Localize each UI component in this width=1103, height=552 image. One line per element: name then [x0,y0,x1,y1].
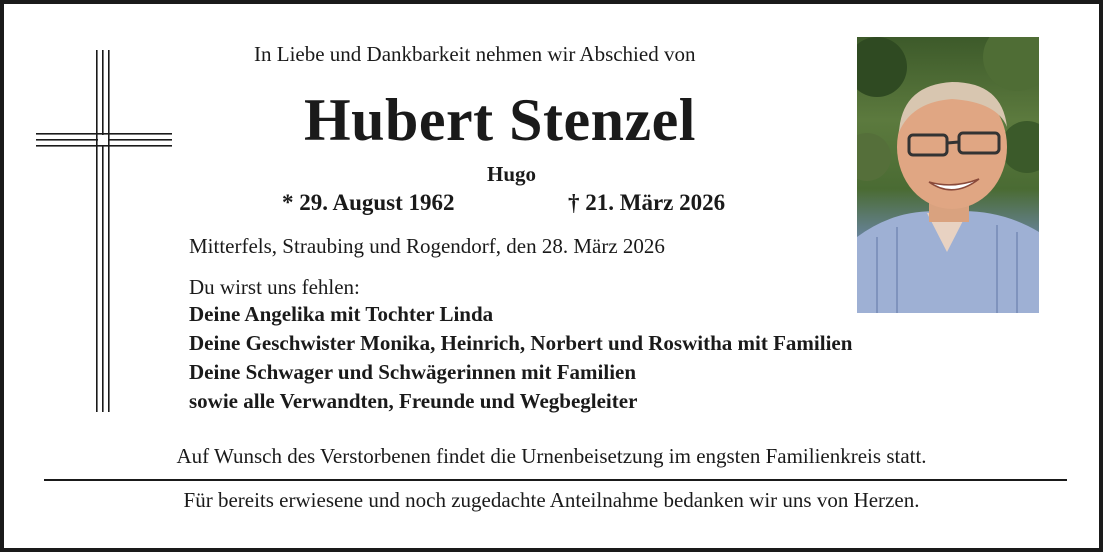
intro-text: In Liebe und Dankbarkeit nehmen wir Abschied von [254,42,696,66]
burial-notice: Auf Wunsch des Verstorbenen findet die Urnenbeisetzung im engsten Familienkreis statt. [176,444,927,468]
cross-icon [36,50,172,412]
place-date: Mitterfels, Straubing und Rogendorf, den 28. März 2026 [189,234,665,258]
death-date: † 21. März 2026 [568,190,726,215]
mourner-line: Deine Schwager und Schwägerinnen mit Familien [189,360,637,384]
mourner-line: Deine Angelika mit Tochter Linda [189,302,494,326]
nickname: Hugo [487,162,537,186]
miss-line: Du wirst uns fehlen: [189,275,360,299]
divider [44,479,1067,481]
mourner-line: sowie alle Verwandten, Freunde und Wegbegleiter [189,389,638,413]
thanks-text: Für bereits erwiesene und noch zugedachte Anteilnahme bedanken wir uns von Herzen. [183,488,920,512]
birth-date: * 29. August 1962 [282,190,455,215]
mourner-line: Deine Geschwister Monika, Heinrich, Norbert und Roswitha mit Familien [189,331,853,355]
deceased-name: Hubert Stenzel [304,87,696,153]
portrait-photo [857,37,1039,313]
